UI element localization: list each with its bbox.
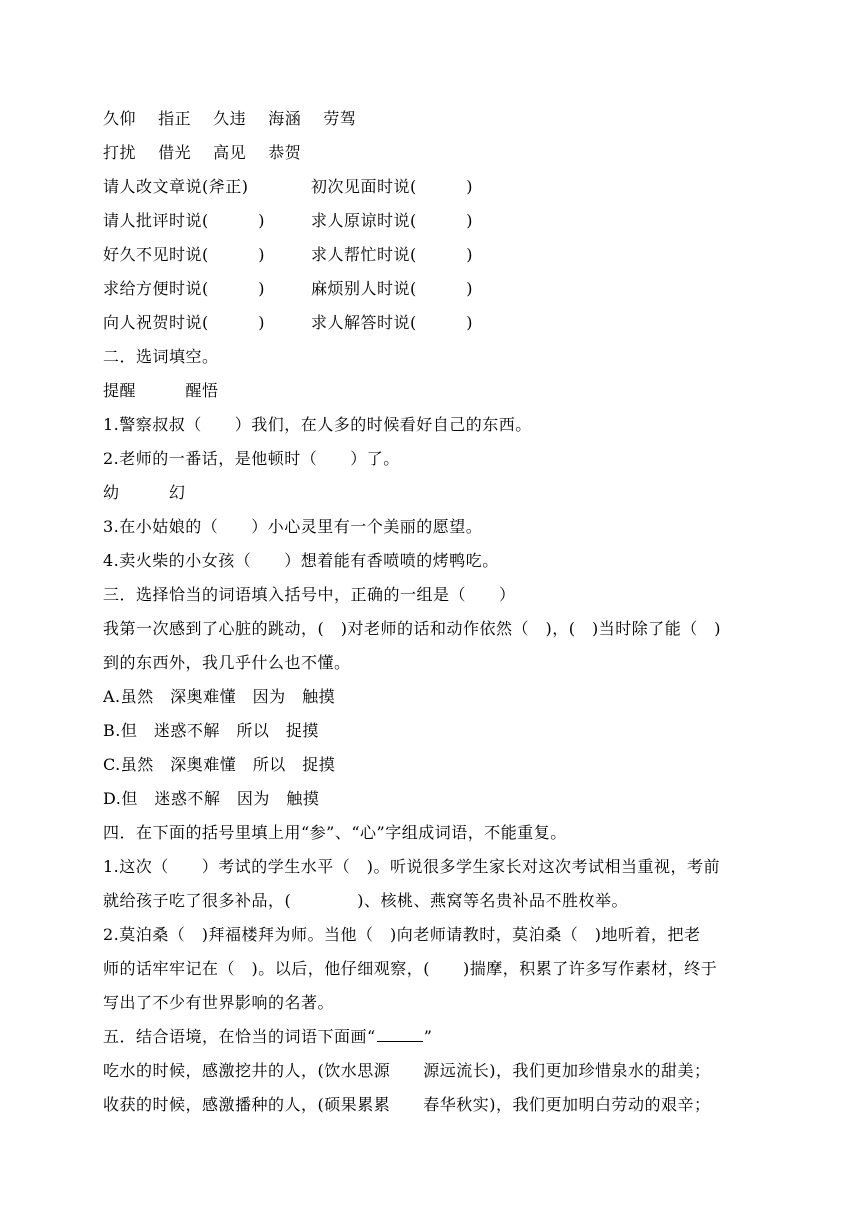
section4-q1-line1: 1.这次（ ）考试的学生水平（ )。听说很多学生家长对这次考试相当重视，考前 (103, 857, 721, 876)
section2-title: 二．选词填空。 (103, 347, 219, 366)
pair-right-4: 麻烦别人时说( ) (311, 279, 473, 298)
pair-left-3: 好久不见时说( ) (103, 245, 265, 264)
section5-title-after: ” (423, 1027, 433, 1046)
section2-q2: 2.老师的一番话，是他顿时（ ）了。 (103, 449, 400, 468)
section3-passage-line1: 我第一次感到了心脏的跳动，( )对老师的话和动作依然（ )，( )当时除了能（ ) (103, 619, 721, 638)
pair-right-3: 求人帮忙时说( ) (311, 245, 473, 264)
section3-passage-line2: 到的东西外，我几乎什么也不懂。 (103, 653, 351, 672)
option-b: B.但 迷惑不解 所以 捉摸 (103, 721, 319, 740)
word-row-2: 打扰 借光 高见 恭贺 (103, 143, 302, 162)
pair-right-1: 初次见面时说( ) (311, 177, 473, 196)
section2-words-b: 幼 幻 (103, 483, 186, 502)
underline-blank (377, 1025, 423, 1042)
section5-title (103, 1025, 432, 1049)
section5-line2: 收获的时候，感激播种的人，(硕果累累 春华秋实)，我们更加明白劳动的艰辛； (103, 1095, 711, 1114)
pair-left-2: 请人批评时说( ) (103, 211, 265, 230)
section5-title-before: 五．结合语境，在恰当的词语下面画“ (103, 1027, 376, 1046)
pair-left-5: 向人祝贺时说( ) (103, 313, 265, 332)
pair-right-2: 求人原谅时说( ) (311, 211, 473, 230)
option-a: A.虽然 深奥难懂 因为 触摸 (103, 687, 336, 706)
section3-title: 三．选择恰当的词语填入括号中，正确的一组是（ ） (103, 585, 516, 604)
section4-q2-line2: 师的话牢牢记在（ )。以后，他仔细观察，( )揣摩，积累了许多写作素材，终于 (103, 959, 718, 978)
option-d: D.但 迷惑不解 因为 触摸 (103, 789, 320, 808)
pair-left-4: 求给方便时说( ) (103, 279, 265, 298)
section5-line1: 吃水的时候，感激挖井的人，(饮水思源 源远流长)，我们更加珍惜泉水的甜美； (103, 1061, 711, 1080)
word-row-1: 久仰 指正 久违 海涵 劳驾 (103, 109, 357, 128)
section2-q4: 4.卖火柴的小女孩（ ）想着能有香喷喷的烤鸭吃。 (103, 551, 499, 570)
section4-title: 四．在下面的括号里填上用“参”、“心”字组成词语，不能重复。 (103, 823, 567, 842)
option-c: C.虽然 深奥难懂 所以 捉摸 (103, 755, 336, 774)
section2-words-a: 提醒 醒悟 (103, 381, 219, 400)
pair-right-5: 求人解答时说( ) (311, 313, 473, 332)
section4-q2-line3: 写出了不少有世界影响的名著。 (103, 993, 335, 1012)
section2-q3: 3.在小姑娘的（ ）小心灵里有一个美丽的愿望。 (103, 517, 483, 536)
section2-q1: 1.警察叔叔（ ）我们，在人多的时候看好自己的东西。 (103, 415, 532, 434)
section4-q1-line2: 就给孩子吃了很多补品，( )、核桃、燕窝等名贵补品不胜枚举。 (103, 891, 628, 910)
pair-left-1: 请人改文章说(斧正) (103, 177, 249, 196)
section4-q2-line1: 2.莫泊桑（ )拜福楼拜为师。当他（ )向老师请教时，莫泊桑（ )地听着，把老 (103, 925, 701, 944)
